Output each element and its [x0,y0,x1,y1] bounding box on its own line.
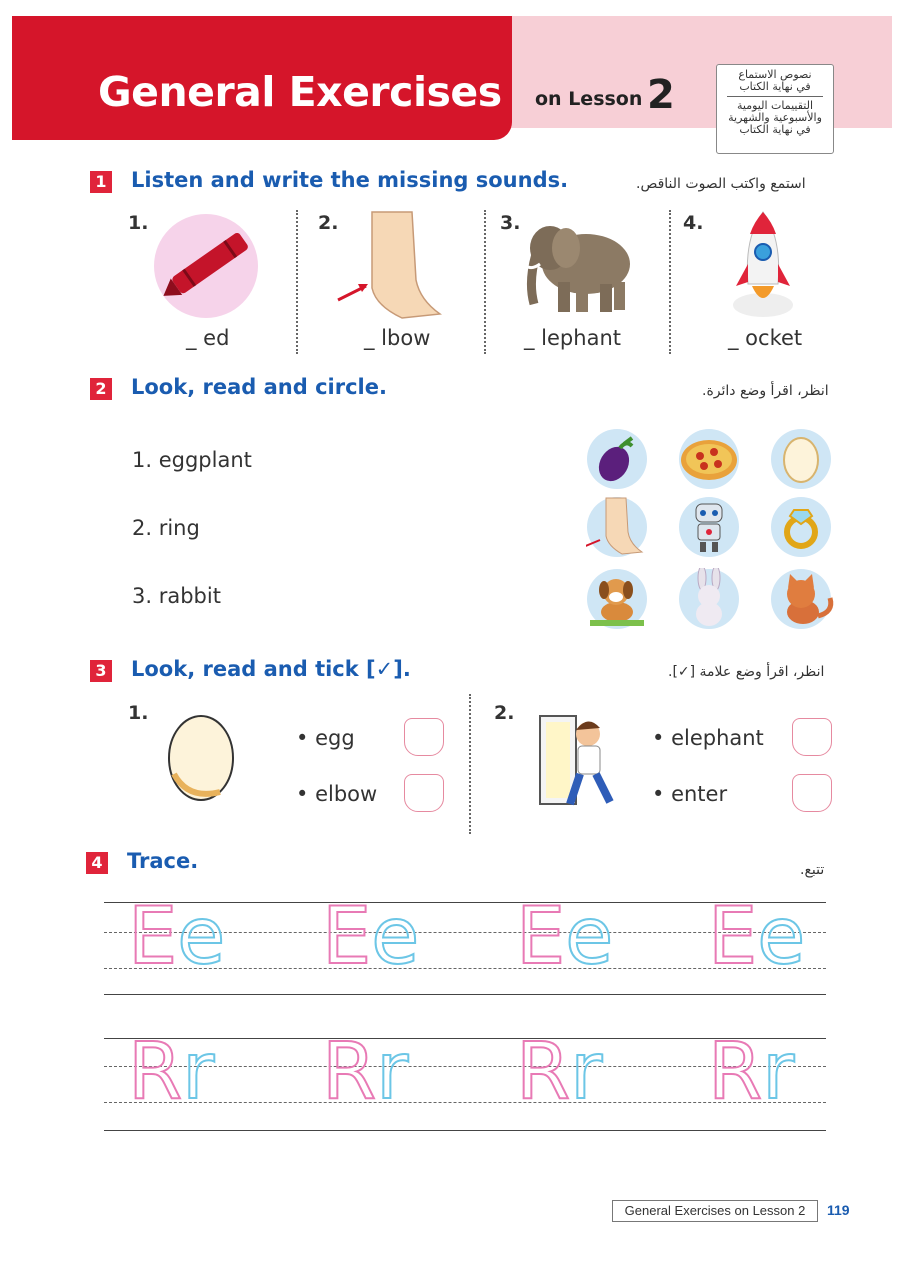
item-number: 1. [128,702,149,724]
divider [484,210,486,354]
exercise-1-title: Listen and write the missing sounds. [131,168,569,192]
ring-icon[interactable] [770,496,832,558]
boy-entering-door-icon [530,708,626,812]
arabic-note-box [716,64,834,154]
tick-box[interactable] [404,774,444,812]
footer-label: General Exercises on Lesson 2 [612,1200,818,1222]
exercise-4-title: Trace. [127,849,199,873]
trace-uppercase: E [708,892,758,982]
arabic-note-line: في نهاية الكتاب [739,123,811,136]
tick-option: • egg [296,726,355,750]
trace-guide-line [104,994,826,995]
arabic-note-line: التقييمات اليومية [736,99,813,112]
exercise-3-arabic-instruction: انظر، اقرأ وضع علامة [✓]. [668,664,825,680]
page-number: 119 [827,1202,850,1218]
arabic-note-line: نصوص الاستماع [738,68,812,81]
exercise-3-title: Look, read and tick [✓]. [131,657,411,681]
dog-icon[interactable] [586,568,648,630]
missing-sound-word: _ ocket [728,326,803,350]
trace-letter-pair[interactable] [708,892,805,982]
exercise-3-number: 3 [90,660,112,682]
item-number: 4. [683,212,704,234]
trace-uppercase: R [708,1027,763,1117]
elbow-icon [332,210,442,320]
tick-box[interactable] [404,718,444,756]
trace-uppercase: E [128,892,178,982]
pizza-icon[interactable] [678,428,740,490]
trace-uppercase: R [322,1027,377,1117]
trace-letter-pair[interactable] [128,892,225,982]
tick-option: • enter [652,782,728,806]
exercise-1-arabic-instruction: استمع واكتب الصوت الناقص. [636,176,806,192]
trace-letter-pair[interactable] [516,892,613,982]
tick-option: • elephant [652,726,764,750]
elbow-icon[interactable] [586,496,648,558]
missing-sound-word: _ lephant [524,326,621,350]
trace-letter-pair[interactable] [322,1027,408,1117]
trace-lowercase: r [570,1027,603,1117]
page-title: General Exercises [98,68,502,116]
circle-item: 1. eggplant [132,448,252,472]
trace-uppercase: E [516,892,566,982]
trace-lowercase: e [757,892,806,982]
tick-option-label: elbow [315,782,378,806]
tick-option-label: elephant [671,726,764,750]
tick-option-label: enter [671,782,728,806]
trace-letter-pair[interactable] [708,1027,794,1117]
robot-icon[interactable] [678,496,740,558]
trace-guide-line [104,1130,826,1131]
exercise-4-number: 4 [86,852,108,874]
trace-letter-pair[interactable] [322,892,419,982]
trace-lowercase: r [762,1027,795,1117]
lesson-number: 2 [647,72,675,118]
rabbit-icon[interactable] [678,568,740,630]
trace-lowercase: e [177,892,226,982]
exercise-2-arabic-instruction: انظر، اقرأ وضع دائرة. [702,383,829,399]
cat-icon[interactable] [770,568,838,630]
egg-icon[interactable] [770,428,832,490]
missing-sound-word: _ ed [186,326,230,350]
exercise-2-title: Look, read and circle. [131,375,387,399]
egg-icon [160,708,242,804]
lesson-label: on Lesson [535,88,643,110]
trace-letter-pair[interactable] [128,1027,214,1117]
trace-uppercase: E [322,892,372,982]
divider [296,210,298,354]
arabic-note-line: والأسبوعية والشهرية [728,111,822,124]
eggplant-icon[interactable] [586,428,648,490]
arabic-note-line: في نهاية الكتاب [739,80,811,93]
tick-box[interactable] [792,774,832,812]
exercise-2-number: 2 [90,378,112,400]
tick-box[interactable] [792,718,832,756]
item-number: 2. [318,212,339,234]
exercise-1-number: 1 [90,171,112,193]
crayon-icon [150,212,262,320]
divider [669,210,671,354]
trace-lowercase: r [182,1027,215,1117]
circle-item: 2. ring [132,516,200,540]
trace-lowercase: e [371,892,420,982]
trace-letter-pair[interactable] [516,1027,602,1117]
circle-item: 3. rabbit [132,584,221,608]
tick-option: • elbow [296,782,378,806]
trace-lowercase: e [565,892,614,982]
item-number: 1. [128,212,149,234]
tick-option-label: egg [315,726,355,750]
rocket-icon [726,210,800,320]
elephant-icon [514,212,636,316]
missing-sound-word: _ lbow [364,326,431,350]
exercise-4-arabic-instruction: تتبع. [800,862,825,878]
divider [469,694,471,834]
trace-uppercase: R [516,1027,571,1117]
item-number: 3. [500,212,521,234]
item-number: 2. [494,702,515,724]
trace-lowercase: r [376,1027,409,1117]
trace-uppercase: R [128,1027,183,1117]
